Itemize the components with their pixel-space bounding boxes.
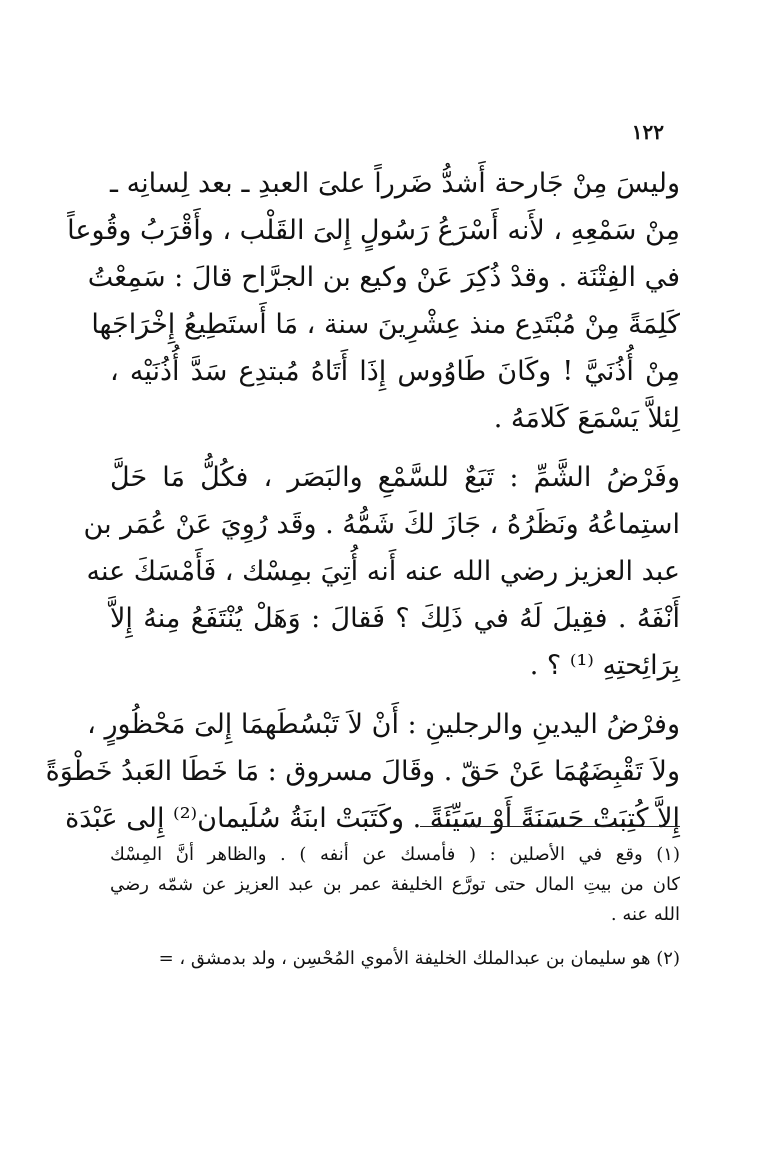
paragraph-smell	[83, 454, 680, 689]
text-line: كَلِمَةً مِنْ مُبْتَدِع منذ عِشْرِينَ سنة ، مَا أَستَطِيعُ إِخْرَاجَها	[91, 309, 680, 340]
footnote-separator	[420, 826, 680, 827]
text-line: مِنْ سَمْعِهِ ، لأَنه أَسْرَعُ رَسُولٍ إِلىَ القَلْب ، وأَقْرَبُ وقُوعاً	[67, 215, 680, 246]
text-line: وليسَ مِنْ جَارحة أَشدُّ ضَرراً علىَ العبدِ ـ بعد لِسانِه ـ	[110, 168, 680, 199]
text-line: استِماعُهُ ونَظَرُهُ ، جَازَ لكَ شَمُّهُ . وقَد رُوِيَ عَنْ عُمَر بن	[83, 509, 680, 540]
page-number: ١٢٢	[631, 120, 664, 144]
text-line: ولاَ تَقْبِضَهُمَا عَنْ حَقّ . وقَالَ مسروق : مَا خَطَا العَبدُ خَطْوَةً	[45, 756, 680, 787]
paragraph-hands-feet	[45, 701, 680, 842]
text-line: أَنْفَهُ . فقِيلَ لَهُ في ذَلِكَ ؟ فَقالَ : وَهَلْ يُنْتَفَعُ مِنهُ إِلاَّ	[110, 603, 680, 634]
footnote-line: الله عنه .	[610, 904, 680, 925]
footnote-line: كان من بيتِ المال حتى تورَّع الخليفة عمر بن عبد العزيز عن شمّه رضي	[110, 874, 680, 895]
footnote-2	[110, 944, 680, 974]
footnote-line: (٢) هو سليمان بن عبدالملك الخليفة الأموي المُحْسِن ، ولد بدمشق ، =	[158, 948, 680, 969]
paragraph-hearing	[67, 160, 680, 442]
text-line: بِرَائِحتِهِ ⁽¹⁾ ؟ .	[529, 650, 680, 681]
text-line: عبد العزيز رضي الله عنه أَنه أُتِيَ بمِسْك ، فَأَمْسَكَ عنه	[86, 556, 680, 587]
text-line: إِلاَّ كُتِبَتْ حَسَنَةً أَوْ سَيِّئَةً . وكَتَبَتْ ابنَةُ سُلَيمان⁽²⁾ إِلى عَبْدَة	[65, 803, 680, 834]
text-line: وفَرْضُ الشَّمِّ : تَبَعٌ للسَّمْعِ والبَصَر ، فكُلُّ مَا حَلَّ	[110, 462, 680, 493]
text-line: وفرْضُ اليدينِ والرجلينِ : أَنْ لاَ تَبْسُطَهمَا إِلىَ مَحْظُورٍ ،	[87, 709, 680, 740]
text-line: مِنْ أُذُنَيَّ ! وكَانَ طَاوُوس إِذَا أَتَاهُ مُبتدِع سَدَّ أُذُنَيْه ،	[110, 356, 680, 387]
main-text	[45, 160, 680, 854]
text-line: في الفِتْنَة . وقدْ ذُكِرَ عَنْ وكيع بن الجرَّاح قالَ : سَمِعْتُ	[87, 262, 680, 293]
footnote-1	[110, 840, 680, 930]
text-line: لِئلاَّ يَسْمَعَ كَلامَهُ .	[493, 403, 680, 434]
footnotes	[110, 840, 680, 988]
footnote-line: (١) وقع في الأصلين : ( فأمسك عن أنفه ) . والظاهر أنَّ المِسْك	[110, 844, 680, 865]
